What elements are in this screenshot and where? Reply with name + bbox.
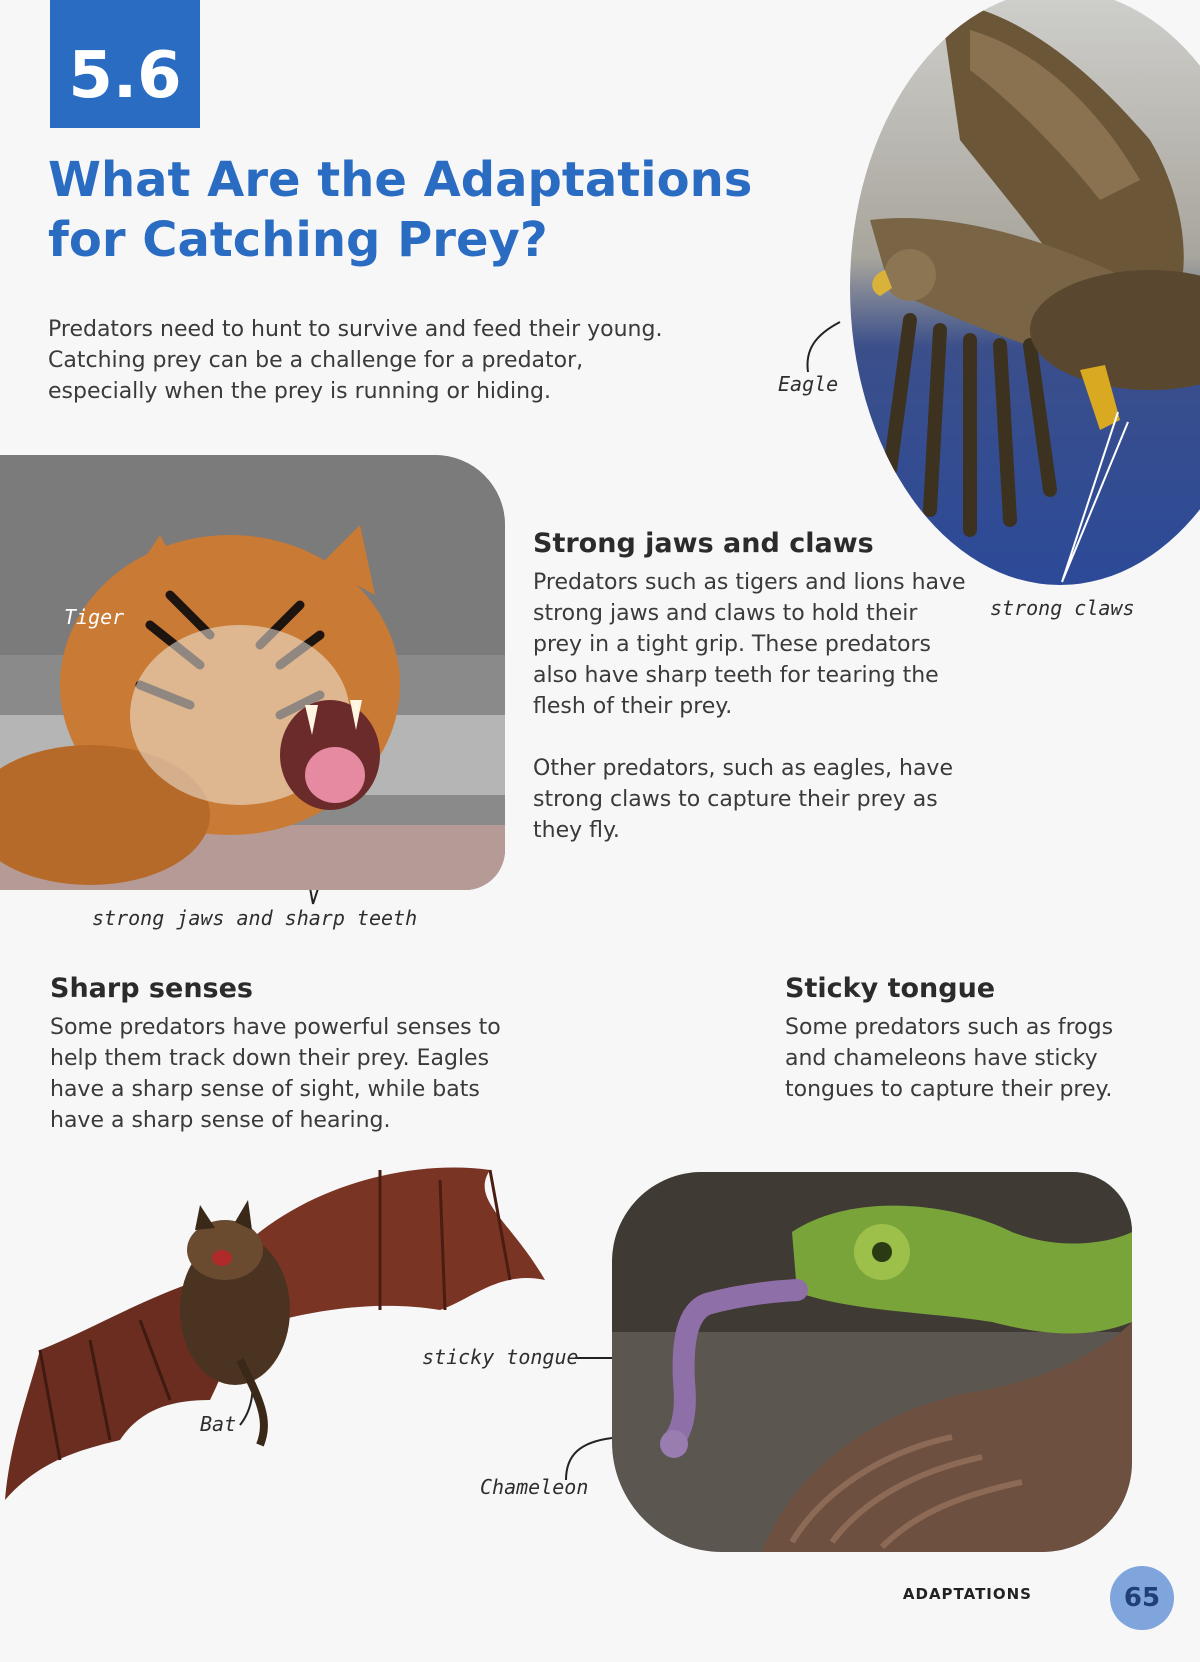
sharp-senses-paragraph: Some predators have powerful senses to help them track down their prey. Eagles have a sharp sense of sight, while bats have a sharp sense of hearing.: [50, 1015, 501, 1133]
chameleon-photo: [612, 1172, 1132, 1552]
page-title: [48, 150, 848, 270]
page-title-line-1: What Are the Adaptations: [48, 152, 753, 208]
strong-jaws-paragraph-2: Other predators, such as eagles, have strong claws to capture their prey as they fly.: [533, 756, 953, 843]
page-title-line-2: for Catching Prey?: [48, 212, 548, 268]
sticky-tongue-label: sticky tongue: [422, 1345, 579, 1369]
bat-illustration: [0, 1160, 560, 1510]
sticky-tongue-section: [785, 973, 1135, 1105]
strong-jaws-teeth-label: strong jaws and sharp teeth: [92, 906, 418, 930]
strong-jaws-heading: Strong jaws and claws: [533, 528, 874, 559]
page-number: 65: [1110, 1566, 1174, 1630]
tiger-label: Tiger: [64, 605, 125, 629]
tiger-photo: [0, 455, 505, 890]
sticky-tongue-heading: Sticky tongue: [785, 973, 996, 1004]
intro-line-1: Predators need to hunt to survive and feed their young.: [48, 317, 663, 342]
tiger-illustration: [0, 455, 505, 890]
sticky-tongue-paragraph: Some predators such as frogs and chameleons have sticky tongues to capture their prey.: [785, 1015, 1114, 1102]
footer-chapter-label: ADAPTATIONS: [902, 1585, 1032, 1603]
strong-claws-label: strong claws: [990, 596, 1135, 620]
eagle-photo: [850, 0, 1200, 585]
eagle-callout-arrow: [807, 322, 840, 372]
bat-label: Bat: [200, 1412, 237, 1436]
strong-jaws-paragraph-1: Predators such as tigers and lions have strong jaws and claws to hold their prey in a tight grip. These predators also have sharp teeth for tearing the flesh of their prey.: [533, 570, 966, 719]
chameleon-illustration: [612, 1172, 1132, 1552]
chameleon-callout-arrow: [566, 1438, 612, 1480]
eagle-illustration: [850, 0, 1200, 585]
strong-jaws-section: [533, 528, 973, 846]
intro-line-3: especially when the prey is running or hiding.: [48, 379, 551, 404]
chameleon-label: Chameleon: [480, 1475, 589, 1499]
intro-line-2: Catching prey can be a challenge for a predator,: [48, 348, 584, 373]
eagle-label: Eagle: [778, 372, 839, 396]
intro-paragraph: [48, 314, 688, 407]
sharp-senses-heading: Sharp senses: [50, 973, 253, 1004]
sharp-senses-section: [50, 973, 530, 1136]
section-number-badge: 5.6: [50, 0, 200, 128]
